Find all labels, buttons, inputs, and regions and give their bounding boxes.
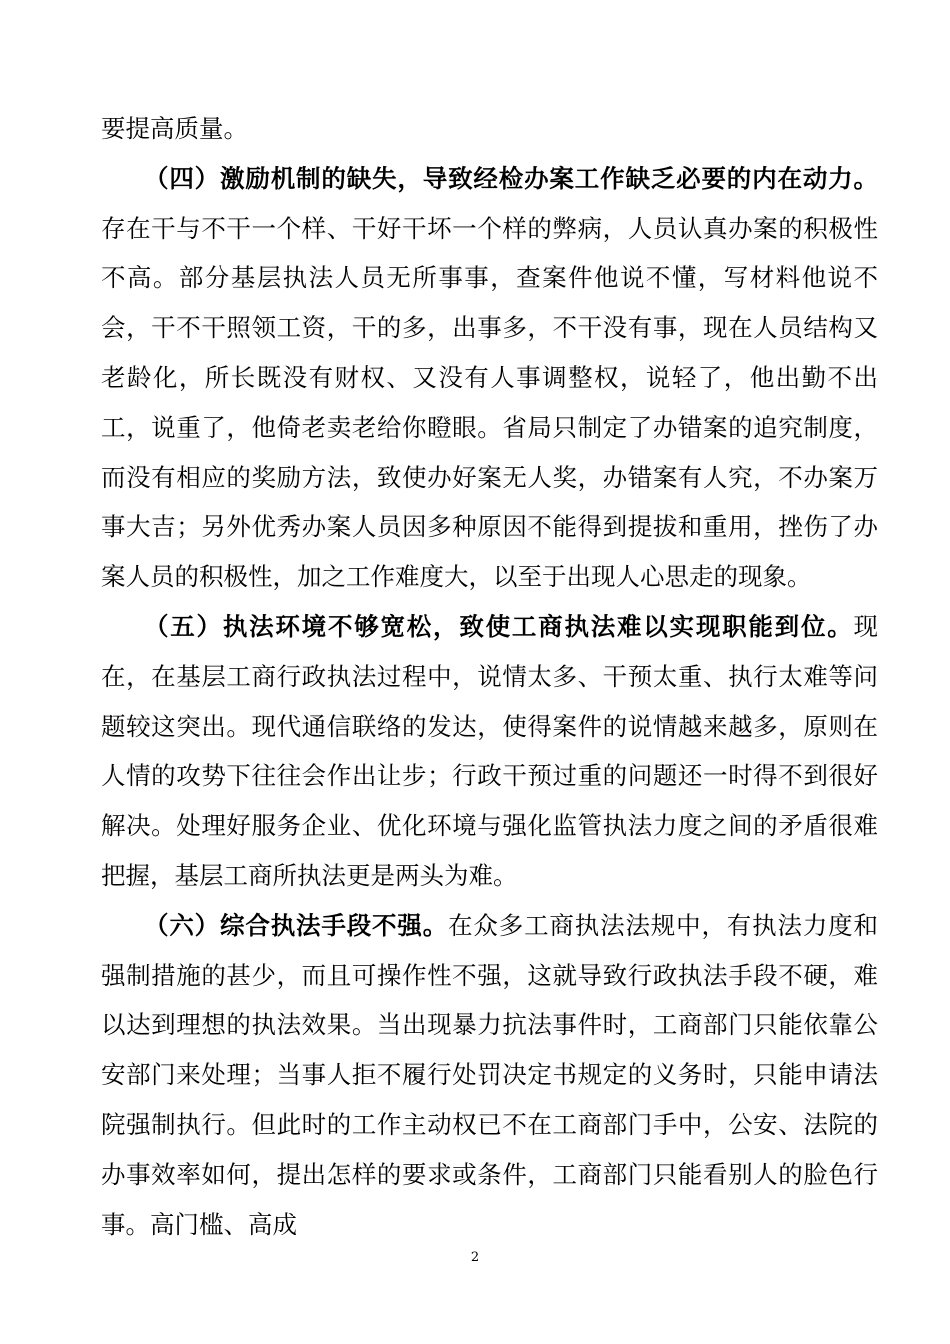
paragraph-text: 在众多工商执法法规中，有执法力度和强制措施的甚少，而且可操作性不强，这就导致行政执法手段不硬，难以达到理想的执法效果。当出现暴力抗法事件时，工商部门只能依靠公安部门来处理；当事人拒不履行处罚决定书规定的义务时，只能申请法院强制执行。但此时的工作主动权已不在工商部门手中，公安、法院的办事效率如何，提出怎样的要求或条件，工商部门只能看别人的脸色行事。高门槛、高成 bbox=[101, 910, 879, 1239]
section-heading-5: （五）执法环境不够宽松，致使工商执法难以实现职能到位。 bbox=[144, 611, 854, 641]
paragraph-text: 存在干与不干一个样、干好干坏一个样的弊病，人员认真办案的积极性不高。部分基层执法人员无所事事，查案件他说不懂，写材料他说不会，干不干照领工资，干的多，出事多，不干没有事，现在人员结构又老龄化，所长既没有财权、又没有人事调整权，说轻了，他出勤不出工，说重了，他倚老卖老给你瞪眼。省局只制定了办错案的追究制度，而没有相应的奖励方法，致使办好案无人奖，办错案有人究，不办案万事大吉；另外优秀办案人员因多种原因不能得到提拔和重用，挫伤了办案人员的积极性，加之工作难度大，以至于出现人心思走的现象。 bbox=[101, 213, 878, 592]
paragraph-text: 现在，在基层工商行政执法过程中，说情太多、干预太重、执行太难等问题较这突出。现代通信联络的发达，使得案件的说情越来越多，原则在人情的攻势下往往会作出让步；行政干预过重的问题还一时得不到很好解决。处理好服务企业、优化环境与强化监管执法力度之间的矛盾很难把握，基层工商所执法更是两头为难。 bbox=[101, 611, 878, 890]
paragraph-continuation bbox=[101, 104, 878, 154]
paragraph-section-5 bbox=[101, 602, 878, 901]
section-heading-4: （四）激励机制的缺失，导致经检办案工作缺乏必要的内在动力。 bbox=[144, 163, 878, 193]
body-text bbox=[101, 104, 878, 1249]
section-heading-6: （六）综合执法手段不强。 bbox=[144, 910, 449, 940]
paragraph-text: 要提高质量。 bbox=[101, 114, 248, 143]
page-number: 2 bbox=[470, 1250, 480, 1265]
paragraph-section-6 bbox=[101, 901, 878, 1250]
paragraph-section-4 bbox=[101, 154, 878, 602]
